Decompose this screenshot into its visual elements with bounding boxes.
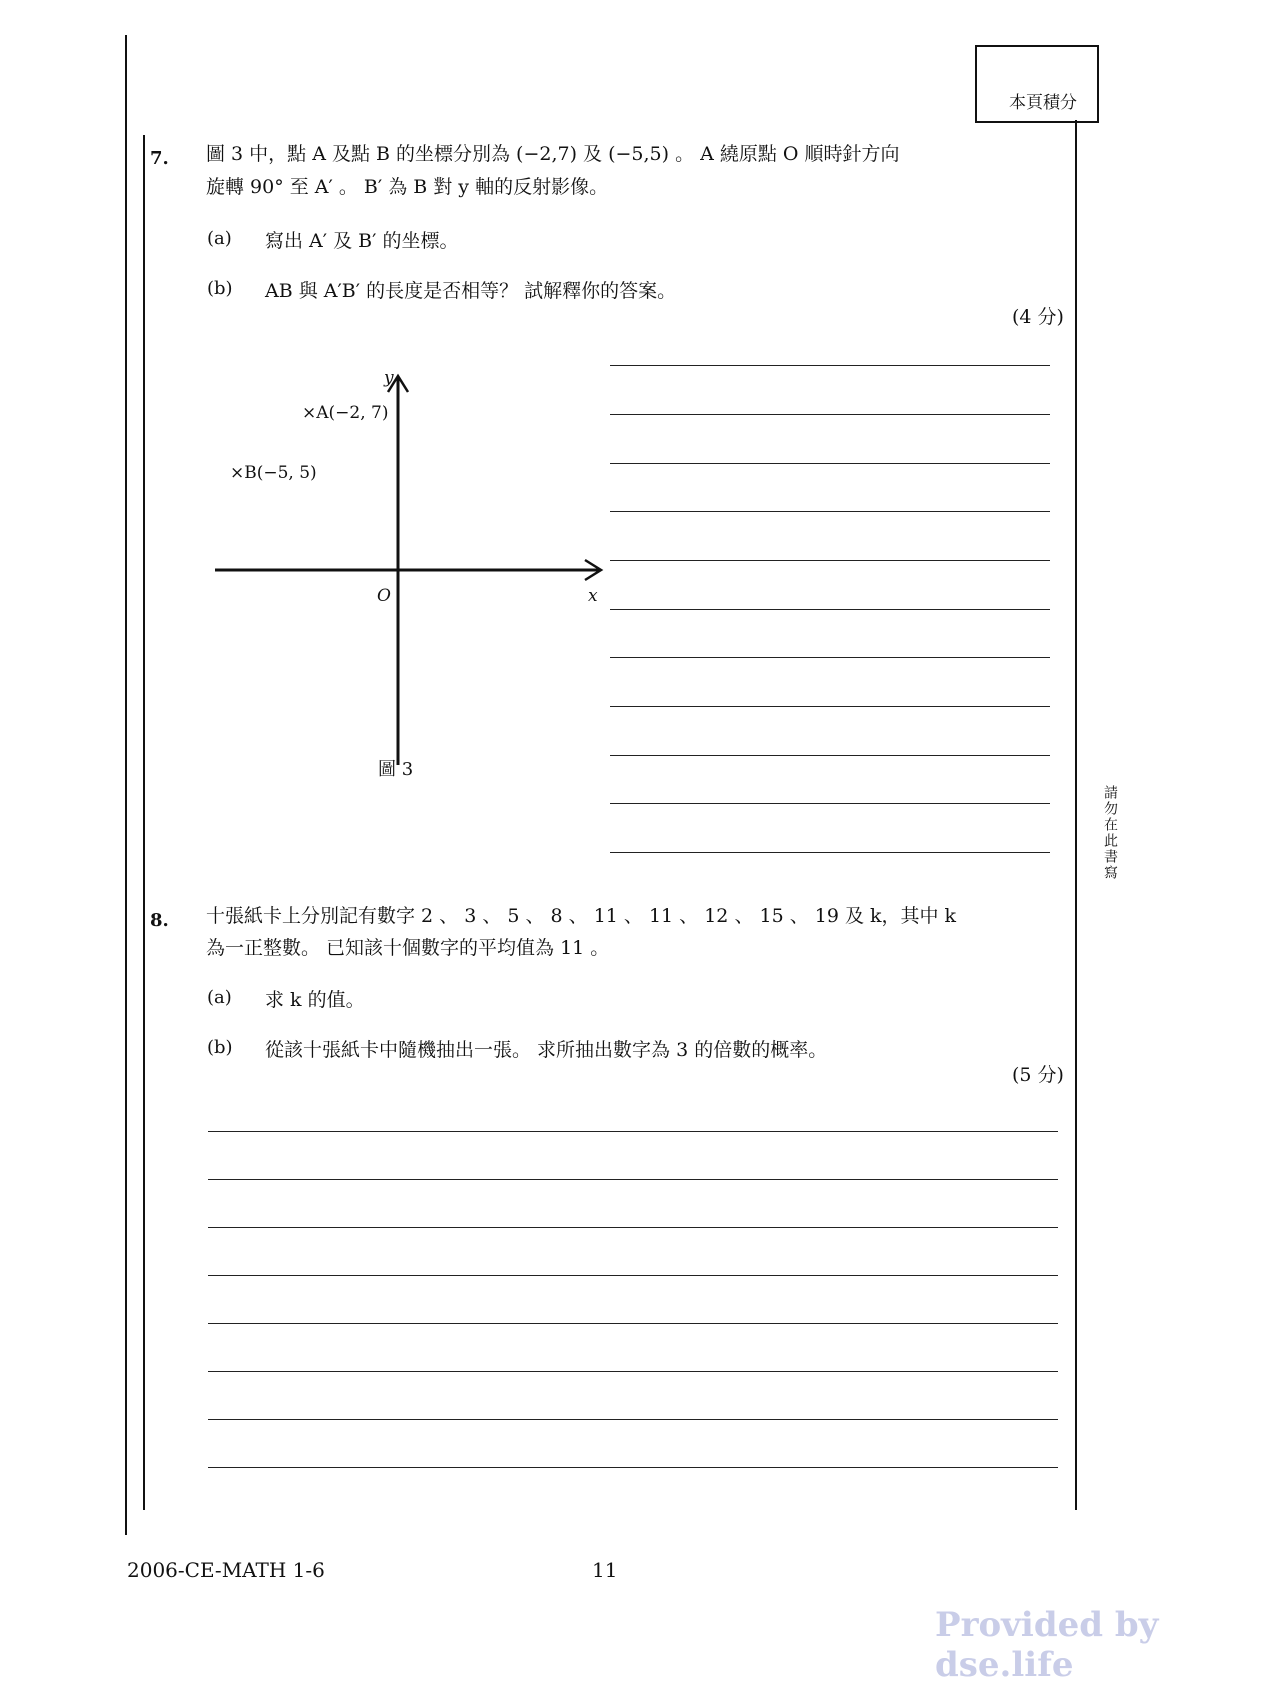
q8a-text: 求 k 的值。	[265, 989, 365, 1011]
q7b-text: AB 與 A′B′ 的長度是否相等？ 試解釋你的答案。	[265, 280, 677, 302]
footer-page-number: 11	[592, 1558, 618, 1582]
figure-3-axes	[205, 370, 615, 770]
q7-answer-line	[610, 852, 1050, 853]
page-score-box	[975, 45, 1099, 123]
q7-number: 7.	[150, 148, 169, 169]
q7-text-line2: 旋轉 90° 至 A′ 。 B′ 為 B 對 y 軸的反射影像。	[206, 176, 609, 198]
y-axis-label: y	[384, 368, 394, 388]
q7-answer-line	[610, 463, 1050, 464]
answer-frame-right	[1075, 120, 1077, 1510]
q8-number: 8.	[150, 910, 169, 931]
answer-frame-left	[143, 135, 145, 1510]
q8-answer-line	[208, 1131, 1058, 1132]
q8-answer-line	[208, 1419, 1058, 1420]
watermark: Provided by dse.life	[935, 1605, 1159, 1685]
q8b-label: (b)	[207, 1037, 233, 1058]
q8-answer-line	[208, 1467, 1058, 1468]
q7b-label: (b)	[207, 278, 233, 299]
q7-answer-line	[610, 706, 1050, 707]
q7-answer-line	[610, 560, 1050, 561]
q8-answer-line	[208, 1371, 1058, 1372]
q7-answer-line	[610, 365, 1050, 366]
point-b-label: ×B(−5, 5)	[230, 463, 317, 483]
q8-answer-line	[208, 1227, 1058, 1228]
q7-answer-line	[610, 755, 1050, 756]
origin-label: O	[377, 586, 391, 606]
q7-text-line1: 圖 3 中，點 A 及點 B 的坐標分別為 (−2,7) 及 (−5,5) 。 A 繞原點 O 順時針方向	[206, 143, 900, 165]
q7-answer-line	[610, 657, 1050, 658]
q7-answer-line	[610, 414, 1050, 415]
q8-marks: (5 分)	[1012, 1064, 1064, 1086]
q8-answer-line	[208, 1323, 1058, 1324]
q7a-label: (a)	[207, 228, 232, 249]
figure-3-caption: 圖 3	[378, 759, 414, 780]
q8-text-line2: 為一正整數。 已知該十個數字的平均值為 11 。	[206, 937, 610, 959]
q7a-text: 寫出 A′ 及 B′ 的坐標。	[265, 230, 459, 252]
q7-answer-line	[610, 609, 1050, 610]
score-box-label: 本頁積分	[1009, 93, 1077, 113]
q8-answer-line	[208, 1179, 1058, 1180]
q7-marks: (4 分)	[1012, 306, 1064, 328]
point-a-label: ×A(−2, 7)	[302, 403, 389, 423]
q8a-label: (a)	[207, 987, 232, 1008]
q8b-text: 從該十張紙卡中隨機抽出一張。 求所抽出數字為 3 的倍數的概率。	[265, 1039, 828, 1061]
q8-answer-line	[208, 1275, 1058, 1276]
q7-answer-line	[610, 511, 1050, 512]
q8-text-line1: 十張紙卡上分別記有數字 2 、 3 、 5 、 8 、 11 、 11 、 12 、 15 、 19 及 k，其中 k	[206, 905, 957, 927]
footer-exam-code: 2006-CE-MATH 1-6	[127, 1558, 325, 1582]
q7-answer-line	[610, 803, 1050, 804]
left-margin-line	[125, 35, 127, 1535]
x-axis-label: x	[588, 586, 598, 606]
do-not-write-note: 請勿在此書寫	[1102, 785, 1118, 881]
